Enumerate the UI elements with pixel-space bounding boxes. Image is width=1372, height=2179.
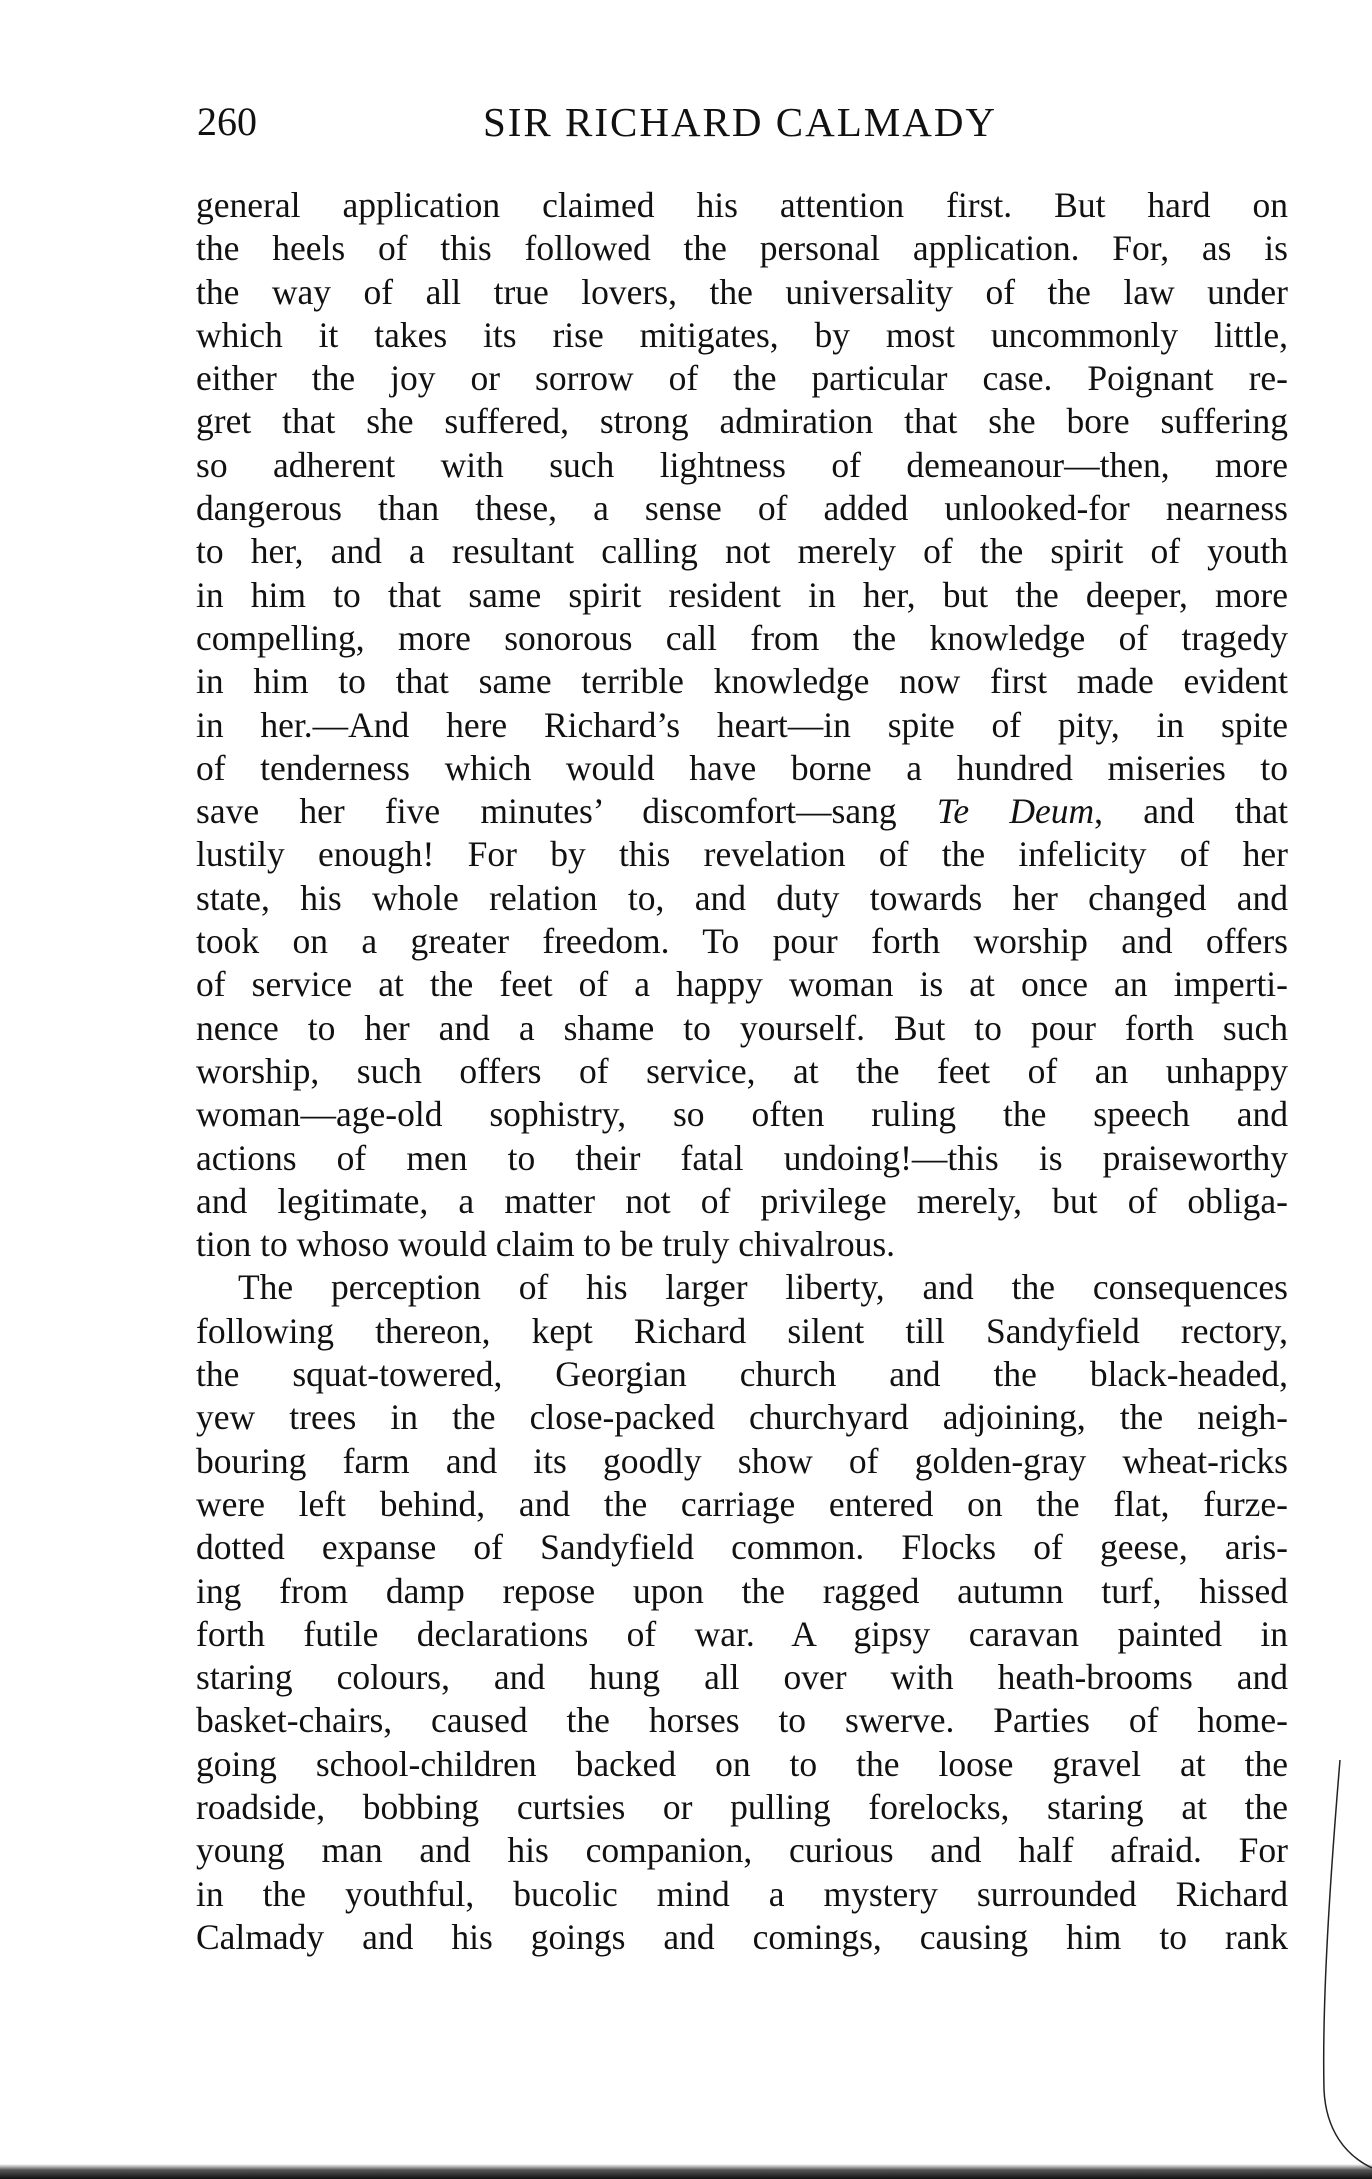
text-line: actions of men to their fatal undoing!—this is praiseworthy (196, 1137, 1288, 1178)
text-line: the heels of this followed the personal application. For, as is (196, 228, 1288, 269)
text-line: going school-children backed on to the loose gravel at the (196, 1743, 1288, 1784)
text-line: in her.—And here Richard’s heart—in spite of pity, in spite (196, 704, 1288, 745)
text-line: nence to her and a shame to yourself. But to pour forth such (196, 1007, 1288, 1048)
page-number: 260 (197, 99, 257, 144)
text-line: ing from damp repose upon the ragged autumn turf, hissed (196, 1570, 1288, 1611)
text-segment: , and that (1094, 791, 1288, 832)
text-line: dotted expanse of Sandyfield common. Flocks of geese, aris- (196, 1527, 1288, 1568)
text-line: Calmady and his goings and comings, causing him to rank (196, 1916, 1288, 1957)
text-line: compelling, more sonorous call from the knowledge of tragedy (196, 617, 1288, 658)
text-line: took on a greater freedom. To pour forth worship and offers (196, 921, 1288, 962)
page-curl-mark (1300, 1760, 1372, 2170)
text-line: worship, such offers of service, at the feet of an unhappy (196, 1050, 1288, 1091)
text-line: were left behind, and the carriage entered on the flat, furze- (196, 1483, 1288, 1524)
text-segment: save her five minutes’ discomfort—sang (196, 791, 937, 832)
text-line (196, 790, 1288, 833)
scan-bottom-edge (0, 2164, 1372, 2179)
text-line: woman—age-old sophistry, so often ruling the speech and (196, 1094, 1288, 1135)
text-line: The perception of his larger liberty, and the consequences (238, 1267, 1288, 1308)
text-line: general application claimed his attention first. But hard on (196, 185, 1288, 225)
text-line: tion to whoso would claim to be truly chivalrous. (196, 1224, 896, 1265)
text-line: yew trees in the close-packed churchyard adjoining, the neigh- (196, 1397, 1288, 1438)
italic-text: Te Deum (936, 791, 1095, 832)
text-line: lustily enough! For by this revelation of the infelicity of her (196, 834, 1288, 875)
text-line: state, his whole relation to, and duty towards her changed and (196, 877, 1288, 918)
running-title: SIR RICHARD CALMADY (482, 99, 998, 145)
text-line: gret that she suffered, strong admiration that she bore suffering (196, 401, 1288, 442)
body-text (196, 184, 1288, 1959)
text-line: of service at the feet of a happy woman is at once an imperti- (196, 964, 1288, 1005)
text-line: staring colours, and hung all over with heath-brooms and (196, 1657, 1288, 1698)
text-line: forth futile declarations of war. A gipsy caravan painted in (196, 1613, 1288, 1654)
text-line: the way of all true lovers, the universality of the law under (196, 271, 1288, 312)
text-line: following thereon, kept Richard silent till Sandyfield rectory, (196, 1310, 1288, 1351)
text-line: basket-chairs, caused the horses to swerve. Parties of home- (196, 1700, 1288, 1741)
text-line: young man and his companion, curious and half afraid. For (196, 1830, 1288, 1871)
text-line: in the youthful, bucolic mind a mystery surrounded Richard (196, 1873, 1288, 1914)
text-line: so adherent with such lightness of demeanour—then, more (196, 444, 1288, 485)
text-line: and legitimate, a matter not of privilege merely, but of obliga- (196, 1180, 1288, 1221)
text-line: in him to that same spirit resident in her, but the deeper, more (196, 574, 1288, 615)
text-line: which it takes its rise mitigates, by most uncommonly little, (196, 314, 1288, 355)
text-line: of tenderness which would have borne a hundred miseries to (196, 747, 1288, 788)
text-line: to her, and a resultant calling not merely of the spirit of youth (196, 531, 1288, 572)
text-line: roadside, bobbing curtsies or pulling forelocks, staring at the (196, 1786, 1288, 1827)
text-line: in him to that same terrible knowledge now first made evident (196, 661, 1288, 702)
text-line: either the joy or sorrow of the particular case. Poignant re- (196, 358, 1288, 399)
text-line: bouring farm and its goodly show of golden-gray wheat-ricks (196, 1440, 1288, 1481)
text-line: dangerous than these, a sense of added unlooked-for nearness (196, 488, 1288, 529)
text-line: the squat-towered, Georgian church and the black-headed, (196, 1354, 1288, 1395)
